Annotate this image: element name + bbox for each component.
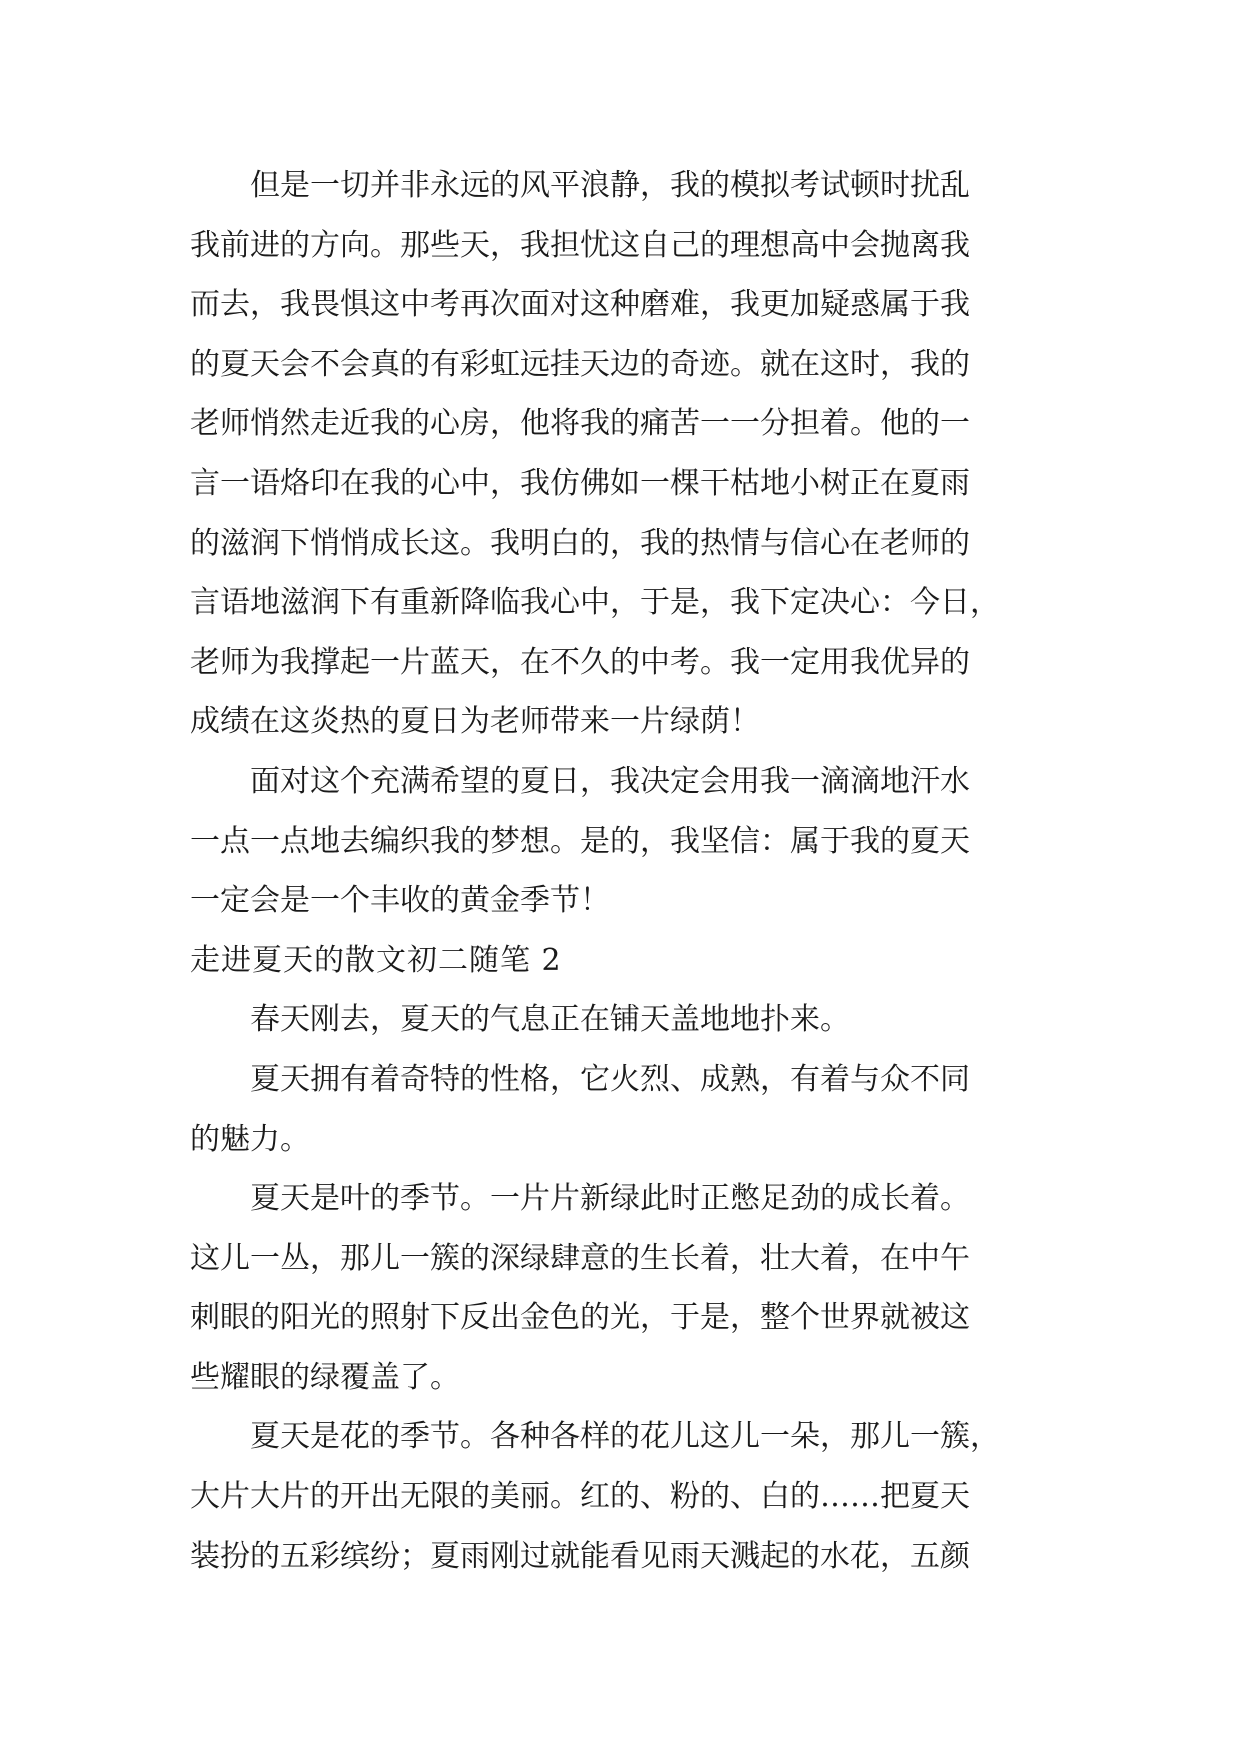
text-line: 老师悄然走近我的心房，他将我的痛苦一一分担着。他的一	[190, 406, 970, 442]
text-line: 成绩在这炎热的夏日为老师带来一片绿荫！	[190, 704, 760, 740]
text-line: 但是一切并非永远的风平浪静，我的模拟考试顿时扰乱	[190, 168, 970, 203]
text-line: 老师为我撑起一片蓝天，在不久的中考。我一定用我优异的	[190, 644, 970, 680]
text-line: 夏天是叶的季节。一片片新绿此时正憋足劲的成长着。	[190, 1181, 970, 1217]
text-line: 言一语烙印在我的心中，我仿佛如一棵干枯地小树正在夏雨	[190, 465, 970, 501]
text-line: 而去，我畏惧这中考再次面对这种磨难，我更加疑惑属于我	[190, 287, 970, 323]
text-line: 夏天拥有着奇特的性格，它火烈、成熟，有着与众不同	[190, 1061, 970, 1097]
text-line: 言语地滋润下有重新降临我心中，于是，我下定决心：今日，	[190, 585, 1000, 621]
text-line: 的滋润下悄悄成长这。我明白的，我的热情与信心在老师的	[190, 525, 970, 561]
text-line: 这儿一丛，那儿一簇的深绿肆意的生长着，壮大着，在中午	[190, 1240, 970, 1276]
text-line: 大片大片的开出无限的美丽。红的、粉的、白的……把夏天	[190, 1479, 970, 1515]
text-line: 我前进的方向。那些天，我担忧这自己的理想高中会抛离我	[190, 227, 970, 263]
text-line: 一定会是一个丰收的黄金季节！	[190, 883, 610, 919]
section-heading: 走进夏天的散文初二随笔 2	[190, 942, 562, 978]
text-line: 些耀眼的绿覆盖了。	[190, 1359, 460, 1395]
document-body	[190, 156, 1070, 1586]
text-line: 的夏天会不会真的有彩虹远挂天边的奇迹。就在这时，我的	[190, 346, 970, 382]
text-line: 装扮的五彩缤纷；夏雨刚过就能看见雨天溅起的水花，五颜	[190, 1538, 970, 1574]
text-line: 春天刚去，夏天的气息正在铺天盖地地扑来。	[190, 1002, 850, 1038]
text-line: 面对这个充满希望的夏日，我决定会用我一滴滴地汗水	[190, 763, 970, 799]
text-line: 的魅力。	[190, 1121, 310, 1157]
text-line: 一点一点地去编织我的梦想。是的，我坚信：属于我的夏天	[190, 823, 970, 859]
text-line: 刺眼的阳光的照射下反出金色的光，于是，整个世界就被这	[190, 1300, 970, 1336]
text-line: 夏天是花的季节。各种各样的花儿这儿一朵，那儿一簇，	[190, 1419, 1000, 1455]
